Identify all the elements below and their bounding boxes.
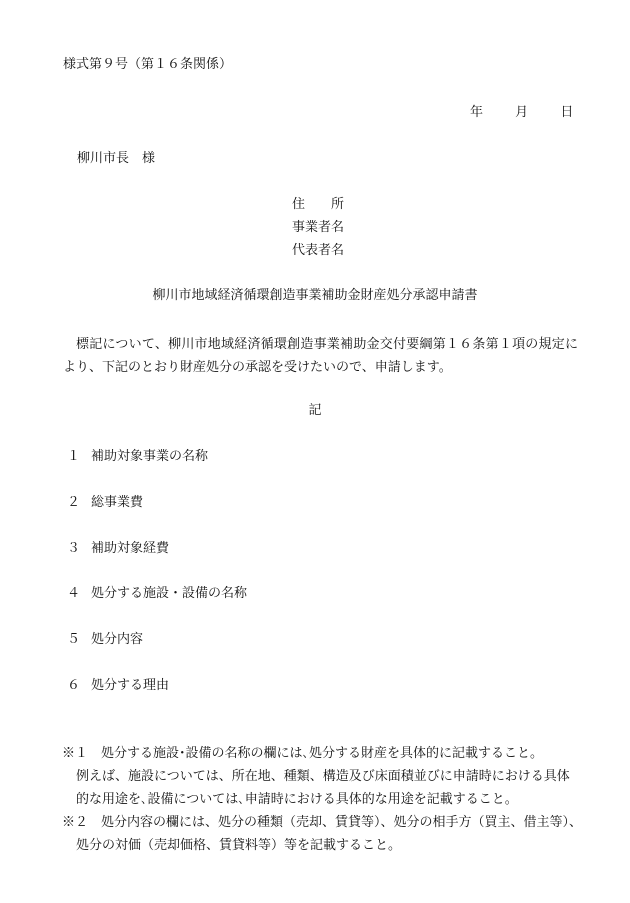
item-number: ３ [67,541,81,556]
ki-heading: 記 [308,403,322,418]
addressee: 柳川市長 様 [77,151,156,166]
list-item [67,495,143,511]
item-label: 処分する理由 [91,678,170,693]
item-number: １ [67,449,81,464]
note-1 [62,742,582,765]
item-label: 総事業費 [91,495,144,510]
item-number: ６ [67,678,81,693]
body-paragraph: 標記について、柳川市地域経済循環創造事業補助金交付要綱第１６条第１項の規定により、下記のとおり財産処分の承認を受けたいので、申請します。 [63,337,578,375]
list-item [67,678,169,694]
applicant-representative-label: 代表者名 [292,243,345,258]
applicant-block [292,197,344,266]
item-label: 処分内容 [91,632,144,647]
note-2-first: ※２ 処分内容の欄には、処分の種類（売却、賃貸等）、処分の相手方（買主、借主等）、処分の対価（売却価格、賃貸料等）等を記載すること。 [62,815,583,853]
date-field [470,105,573,121]
date-month-label: 月 [515,105,529,120]
applicant-address-label: 住 所 [292,197,345,212]
notes-section [62,742,582,857]
item-number: ４ [67,586,81,601]
list-item [67,541,169,557]
list-item [67,449,208,465]
item-number: ５ [67,632,81,647]
list-item [67,586,247,602]
note-1-first: ※１ 処分する施設･設備の名称の欄には､処分する財産を具体的に記載すること。 [62,746,544,761]
list-item [67,632,143,648]
form-number: 様式第９号（第１６条関係） [63,57,233,72]
note-2 [62,811,582,857]
item-number: ２ [67,495,81,510]
item-label: 補助対象事業の名称 [91,449,209,464]
document-title: 柳川市地域経済循環創造事業補助金財産処分承認申請書 [152,288,478,303]
date-year-label: 年 [470,105,484,120]
date-day-label: 日 [560,105,574,120]
applicant-business-name-label: 事業者名 [292,220,345,235]
item-label: 処分する施設・設備の名称 [91,586,248,601]
note-1-continuation: 例えば、施設については、所在地、種類、構造及び床面積並びに申請時における具体的な用途を､設備については､申請時における具体的な用途を記載すること。 [76,769,570,807]
item-label: 補助対象経費 [91,541,170,556]
